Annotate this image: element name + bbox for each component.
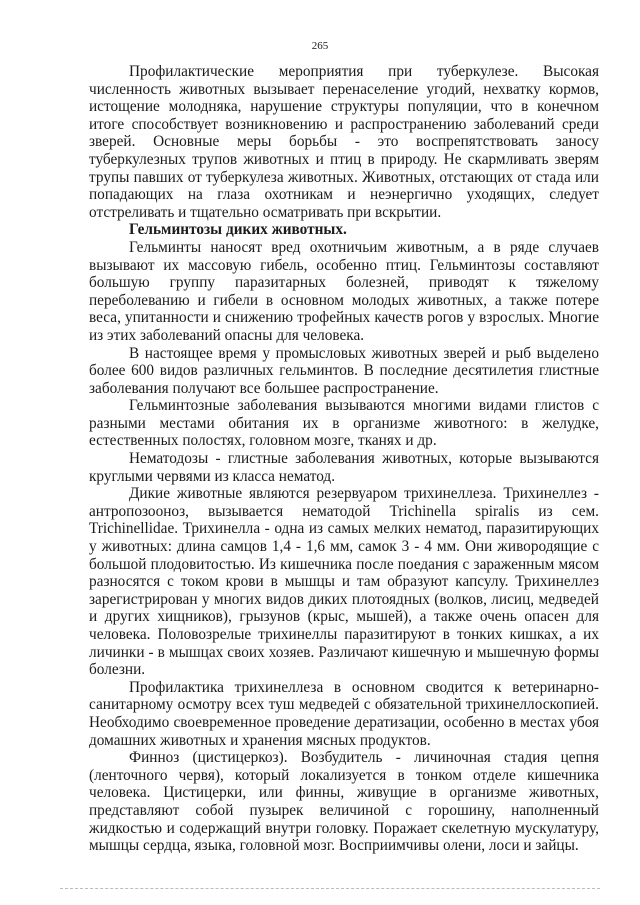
paragraph-nematodoses: Нематодозы - глистные заболевания животных, которые вызываются круглыми червями из класса нематод.	[89, 450, 599, 485]
section-heading-helminthoses: Гельминтозы диких животных.	[129, 221, 347, 239]
paragraph-trichinellosis: Дикие животные являются резервуаром трихинеллеза. Трихинеллез - антропозооноз, вызывается нематодой Trichinella spiralis из сем. Trichinellidae. Трихинелла - одна из самых мелких нематод, паразитирующих у животных: длина самцов 1,4 - 1,6 мм, самок 3 - 4 мм. Они живородящие с большой плодовитостью. Из кишечника после поедания с зараженным мясом разносятся с током крови в мышцы и там образуют капсулу. Трихинеллез зарегистрирован у многих видов диких плотоядных (волков, лисиц, медведей и других хищников), грызунов (крыс, мышей), а также очень опасен для человека. Половозрелые трихинеллы паразитируют в тонких кишках, а их личинки - в мышцах своих хозяев. Различают кишечную и мышечную формы болезни.	[89, 485, 599, 679]
paragraph-cysticercosis: Финноз (цистицеркоз). Возбудитель - личиночная стадия цепня (ленточного червя), который локализуется в тонком отделе кишечника человека. Цистицерки, или финны, живущие в организме животных, представляют собой пузырек величиной с горошину, наполненный жидкостью и содержащий внутри головку. Поражает скелетную мускулатуру, мышцы сердца, языка, головной мозг. Восприимчивы олени, лоси и зайцы.	[89, 749, 599, 855]
paragraph-helminths-harm: Гельминты наносят вред охотничьим животным, а в ряде случаев вызывают их массовую гибель, особенно птиц. Гельминтозы составляют большую группу паразитарных болезней, приводят к тяжелому переболеванию и гибели в основном молодых животных, а также потере веса, упитанности и снижению трофейных качеств рогов у взрослых. Многие из этих заболеваний опасны для человека.	[89, 238, 599, 344]
paragraph-helminth-species: В настоящее время у промысловых животных зверей и рыб выделено более 600 видов различных гельминтов. В последние десятилетия глистные заболевания получают все большее распространение.	[89, 344, 599, 397]
scan-edge-line	[60, 888, 600, 889]
paragraph-helminth-diseases: Гельминтозные заболевания вызываются многими видами глистов с разными местами обитания их в организме животного: в желудке, естественных полостях, головном мозге, тканях и др.	[89, 397, 599, 450]
body-text	[89, 63, 599, 855]
paragraph-trichinellosis-prevention: Профилактика трихинеллеза в основном сводится к ветеринарно-санитарному осмотру всех туш медведей с обязательной трихинеллоскопией. Необходимо своевременное проведение дератизации, особенно в местах убоя домашних животных и хранения мясных продуктов.	[89, 678, 599, 749]
paragraph-tuberculosis-prevention: Профилактические мероприятия при туберкулезе. Высокая численность животных вызывает перенаселение угодий, нехватку кормов, истощение молодняка, нарушение структуры популяции, что в конечном итоге способствует возникновению и распространению заболеваний среди зверей. Основные меры борьбы - это воспрепятствовать заносу туберкулезных трупов животных и птиц в природу. Не скармливать зверям трупы павших от туберкулеза животных. Животных, отстающих от стада или попадающих на глаза охотникам и неэнергично уходящих, следует отстреливать и тщательно осматривать при вскрытии.	[89, 63, 599, 221]
page-number: 265	[311, 40, 329, 52]
